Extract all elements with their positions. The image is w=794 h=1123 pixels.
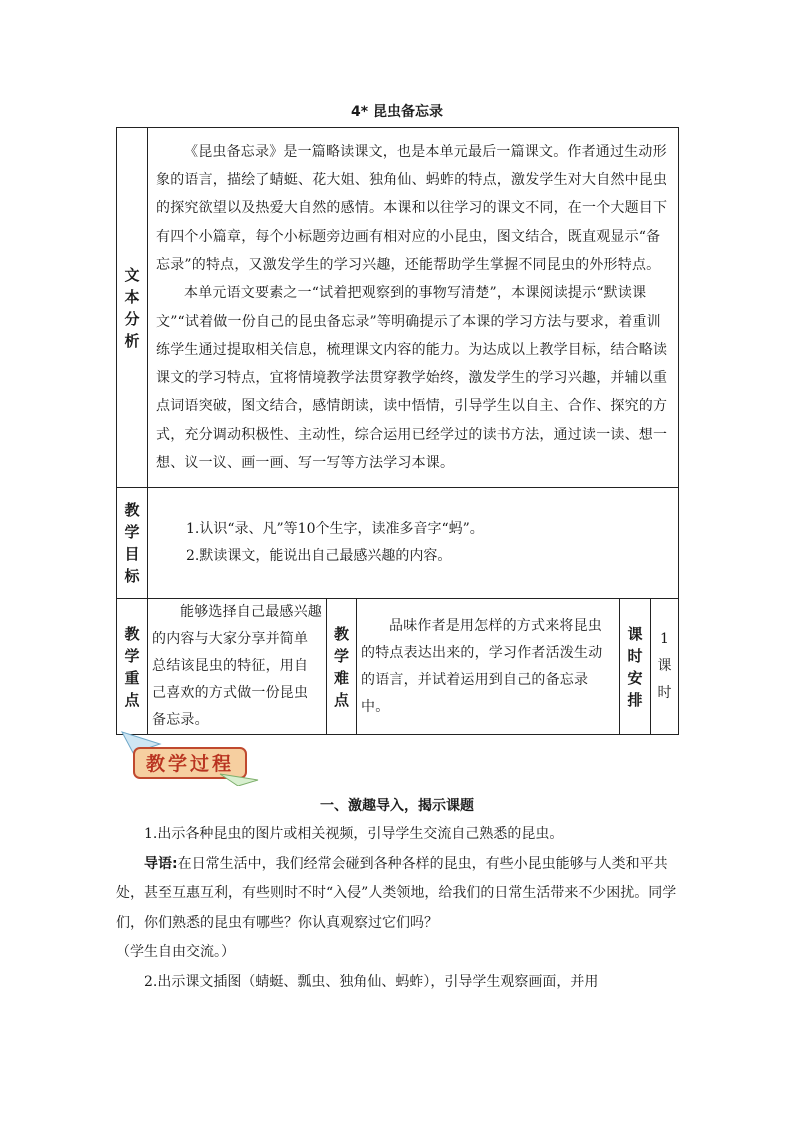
goals-label: 教 学 目 标 xyxy=(117,488,148,599)
teaching-process-banner xyxy=(120,728,260,786)
page-title: 4* 昆虫备忘录 xyxy=(351,104,443,120)
goals-row xyxy=(117,488,679,599)
analysis-row xyxy=(117,128,679,488)
analysis-paragraph: 本单元语文要素之一“试着把观察到的事物写清楚”，本课阅读提示“默读课文”“试着做一份自己的昆虫备忘录”等明确提示了本课的学习方法与要求，着重训练学生通过提取相关信息，梳理课文内容的能力。为达成以上教学目标，结合略读课文的学习特点，宜将情境教学法贯穿教学始终，激发学生的学习兴趣，并辅以重点词语突破，图文结合，感情朗读，读中悟情，引导学生以自主、合作、探究的方式，充分调动积极性、主动性，综合运用已经学过的读书方法，通过读一读、想一想、议一议、画一画、写一写等方法学习本课。 xyxy=(156,285,668,471)
goal-item: 1.认识“录、凡”等10个生字，读准多音字“蚂”。 xyxy=(186,521,484,537)
lesson-plan-table xyxy=(116,127,679,735)
key-points-content: 能够选择自己最感兴趣的内容与大家分享并简单总结该昆虫的特征，用自己喜欢的方式做一份昆虫备忘录。 xyxy=(148,599,327,735)
step-1: 1.出示各种昆虫的图片或相关视频，引导学生交流自己熟悉的昆虫。 xyxy=(144,826,564,842)
banner-text: 教学过程 xyxy=(145,753,235,775)
student-note: （学生自由交流。） xyxy=(116,944,235,960)
lead-text: 在日常生活中，我们经常会碰到各种各样的昆虫，有些小昆虫能够与人类和平共处，甚至互惠互利，有些则时不时“入侵”人类领地，给我们的日常生活带来不少困扰。同学们，你们熟悉的昆虫有哪些？你认真观察过它们吗？ xyxy=(116,855,677,931)
schedule-label: 课 时 安 排 xyxy=(620,599,651,735)
goal-item: 2.默读课文，能说出自己最感兴趣的内容。 xyxy=(186,548,452,564)
lead-label: 导语: xyxy=(144,855,178,872)
key-row xyxy=(117,599,679,735)
schedule-value: 1 课 时 xyxy=(651,599,679,735)
analysis-paragraph: 《昆虫备忘录》是一篇略读课文，也是本单元最后一篇课文。作者通过生动形象的语言，描绘了蜻蜓、花大姐、独角仙、蚂蚱的特点，激发学生对大自然中昆虫的探究欲望以及热爱大自然的感情。本课和以往学习的课文不同，在一个大题目下有四个小篇章，每个小标题旁边画有相对应的小昆虫，图文结合，既直观显示“备忘录”的特点，又激发学生的学习兴趣，还能帮助学生掌握不同昆虫的外形特点。 xyxy=(156,143,668,273)
analysis-label: 文 本 分 析 xyxy=(117,128,148,488)
step-2: 2.出示课文插图（蜻蜓、瓢虫、独角仙、蚂蚱），引导学生观察画面，并用 xyxy=(144,973,599,990)
key-points-label: 教 学 重 点 xyxy=(117,599,148,735)
analysis-content xyxy=(148,128,679,488)
difficulties-label: 教 学 难 点 xyxy=(327,599,357,735)
difficulties-content: 品味作者是用怎样的方式来将昆虫的特点表达出来的，学习作者活泼生动的语言，并试着运用到自己的备忘录中。 xyxy=(357,599,620,735)
section-body xyxy=(116,820,682,997)
goals-content xyxy=(148,488,679,599)
lead-paragraph xyxy=(116,850,682,939)
section-heading: 一、激趣导入，揭示课题 xyxy=(320,798,474,814)
